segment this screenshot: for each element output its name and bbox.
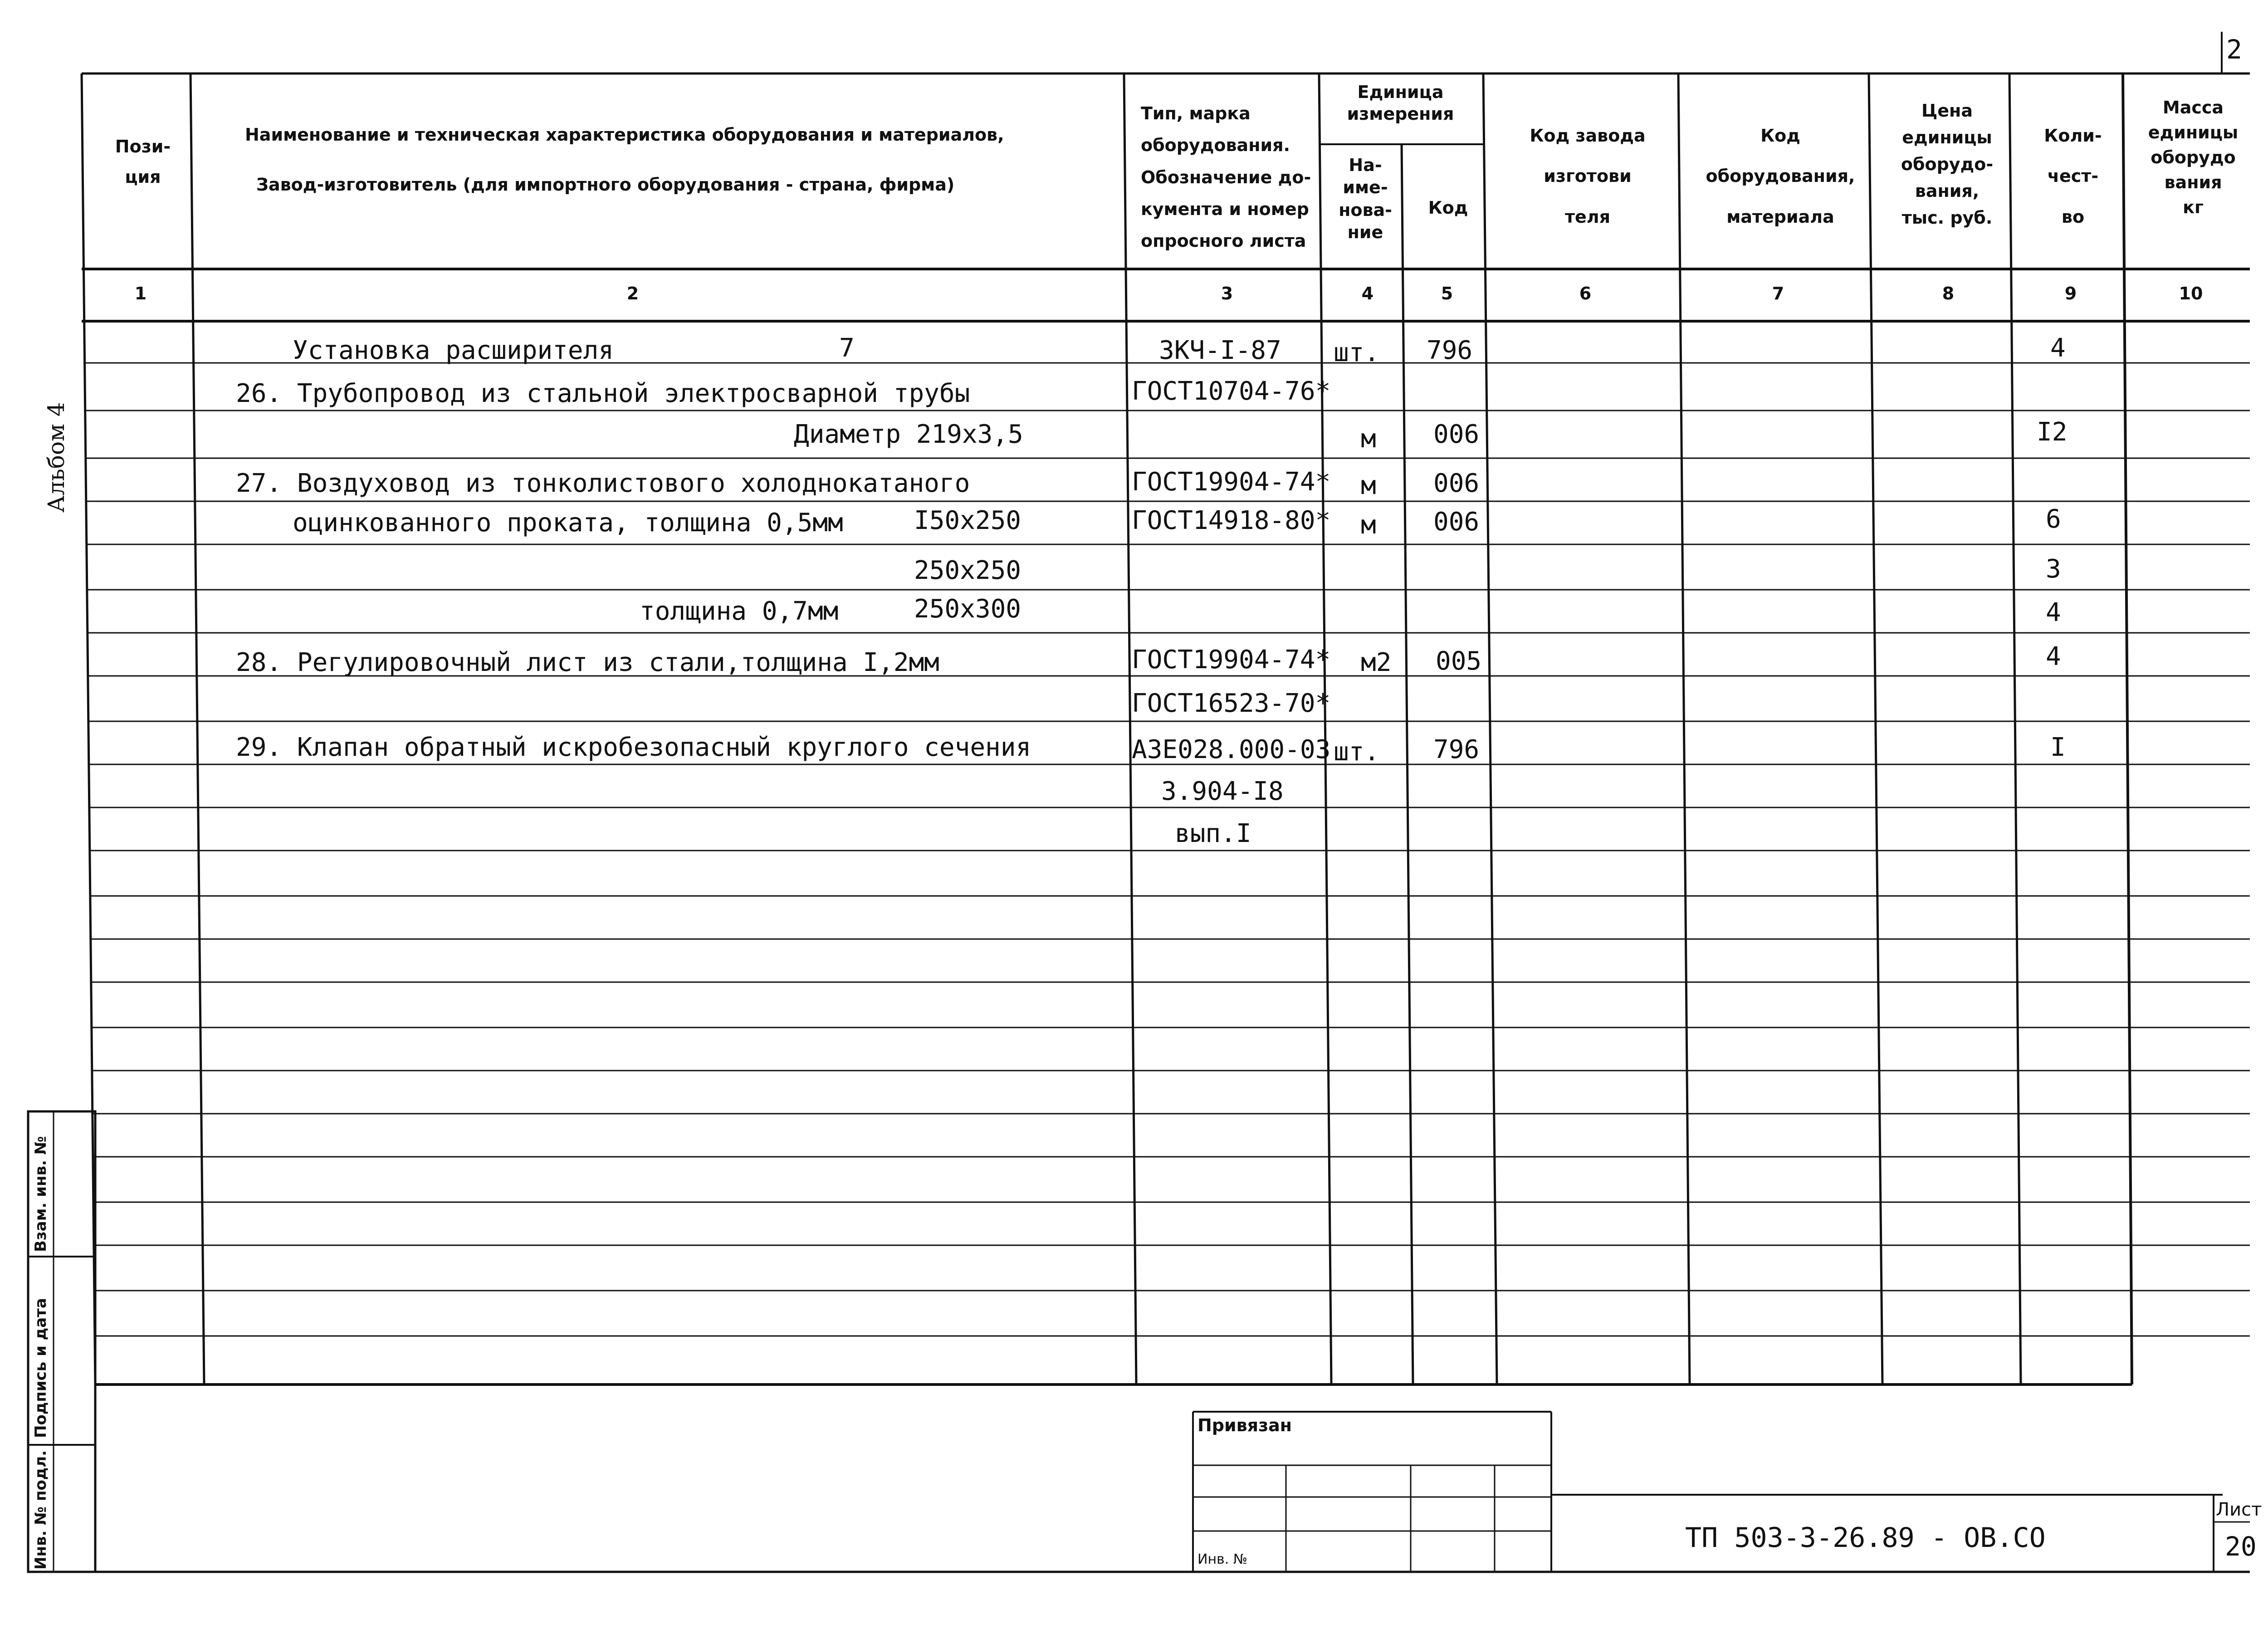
row-7-qty: 4 xyxy=(2046,598,2061,627)
header-col-7: Код оборудования, материала xyxy=(1706,126,1855,227)
row-1-type: ЗКЧ-I-87 xyxy=(1159,336,1281,365)
side-stamp-vzam: Взам. инв. № xyxy=(32,1136,50,1252)
row-1-qty: 4 xyxy=(2050,333,2066,363)
row-10-unit: шт. xyxy=(1334,737,1380,767)
row-10-name: 29. Клапан обратный искробезопасный круглого сечения xyxy=(236,733,1031,762)
row-3-code: 006 xyxy=(1433,420,1480,449)
header-col-10: Масса единицы оборудо вания кг xyxy=(2148,98,2239,218)
header-col-5: Код xyxy=(1428,198,1468,218)
header-col-6: Код завода изготови теля xyxy=(1530,126,1646,227)
row-10-type: А3Е028.000-03 xyxy=(1132,735,1331,764)
col-num-4: 4 xyxy=(1361,284,1374,303)
row-4-code: 006 xyxy=(1433,469,1480,498)
row-3-qty: I2 xyxy=(2037,417,2068,447)
row-2-name: 26. Трубопровод из стальной электросварной трубы xyxy=(236,379,970,408)
row-5-type: ГОСТ14918-80* xyxy=(1132,506,1331,535)
stamp-privyazan: Привязан xyxy=(1198,1415,1292,1435)
side-label: Альбом 4 xyxy=(43,402,69,513)
page-number: 2 xyxy=(2226,34,2242,65)
row-7-size: 250х300 xyxy=(914,594,1022,624)
header-unit-group: Единица измерения xyxy=(1347,82,1454,124)
row-4-type: ГОСТ19904-74* xyxy=(1132,467,1331,497)
row-8-unit: м2 xyxy=(1361,648,1392,677)
row-10-code: 796 xyxy=(1433,735,1480,764)
header-col-2-line1: Наименование и техническая характеристика оборудования и материалов, xyxy=(245,125,1004,145)
row-8-name: 28. Регулировочный лист из стали,толщина I,2мм xyxy=(236,648,939,677)
row-5-unit: м xyxy=(1361,510,1376,540)
row-10-qty: I xyxy=(2050,733,2066,762)
col-num-9: 9 xyxy=(2064,284,2077,303)
row-8-qty: 4 xyxy=(2046,642,2061,671)
col-num-2: 2 xyxy=(626,284,639,303)
header-col-4: На- име- нова- ние xyxy=(1339,155,1392,243)
row-7-name: толщина 0,7мм xyxy=(640,597,839,626)
row-1-name-extra: 7 xyxy=(839,333,855,363)
row-1-name: Установка расширителя xyxy=(293,336,614,365)
stamp-doc-code: ТП 503-3-26.89 - ОВ.СО xyxy=(1685,1522,2046,1554)
row-5-name: оцинкованного проката, толщина 0,5мм xyxy=(293,508,843,538)
header-col-2-line2: Завод-изготовитель (для импортного оборудования - страна, фирма) xyxy=(256,175,955,195)
col-num-1: 1 xyxy=(134,284,147,303)
row-5-qty: 6 xyxy=(2046,504,2061,534)
header-col-8: Цена единицы оборудо- вания, тыс. руб. xyxy=(1901,101,1994,228)
row-8-code: 005 xyxy=(1436,646,1482,676)
row-5-size: I50х250 xyxy=(914,506,1022,535)
header-col-1: Пози- ция xyxy=(115,137,171,187)
row-5-code: 006 xyxy=(1433,507,1480,537)
side-stamp-inv: Инв. № подл. xyxy=(32,1450,50,1570)
row-6-qty: 3 xyxy=(2046,554,2061,584)
col-num-3: 3 xyxy=(1221,284,1233,303)
col-num-7: 7 xyxy=(1772,284,1784,303)
stamp-sheet-label: Лист xyxy=(2216,1499,2262,1520)
col-num-5: 5 xyxy=(1441,284,1453,303)
row-1-unit: шт. xyxy=(1334,338,1380,367)
col-num-8: 8 xyxy=(1942,284,1955,303)
row-4-unit: м xyxy=(1361,471,1376,500)
row-1-code: 796 xyxy=(1427,336,1473,365)
col-num-10: 10 xyxy=(2179,284,2203,303)
row-3-name: Диаметр 219х3,5 xyxy=(794,420,1023,449)
stamp-sheet-number: 20 xyxy=(2225,1531,2257,1562)
row-8-type: ГОСТ19904-74* xyxy=(1132,645,1331,675)
header-col-3: Тип, марка оборудования. Обозначение до- кумента и номер опросного листа xyxy=(1141,103,1311,251)
row-3-unit: м xyxy=(1361,424,1376,454)
row-4-name: 27. Воздуховод из тонколистового холоднокатаного xyxy=(236,469,970,498)
side-stamp-podpis: Подпись и дата xyxy=(32,1298,50,1438)
row-11-type: 3.904-I8 xyxy=(1161,777,1284,806)
stamp-inv: Инв. № xyxy=(1198,1551,1248,1567)
row-2-type: ГОСТ10704-76* xyxy=(1132,377,1331,406)
row-9-type: ГОСТ16523-70* xyxy=(1132,689,1331,718)
col-num-6: 6 xyxy=(1579,284,1592,303)
row-6-size: 250х250 xyxy=(914,556,1022,585)
header-col-9: Коли- чест- во xyxy=(2044,126,2102,227)
row-12-type: вып.I xyxy=(1175,819,1251,848)
